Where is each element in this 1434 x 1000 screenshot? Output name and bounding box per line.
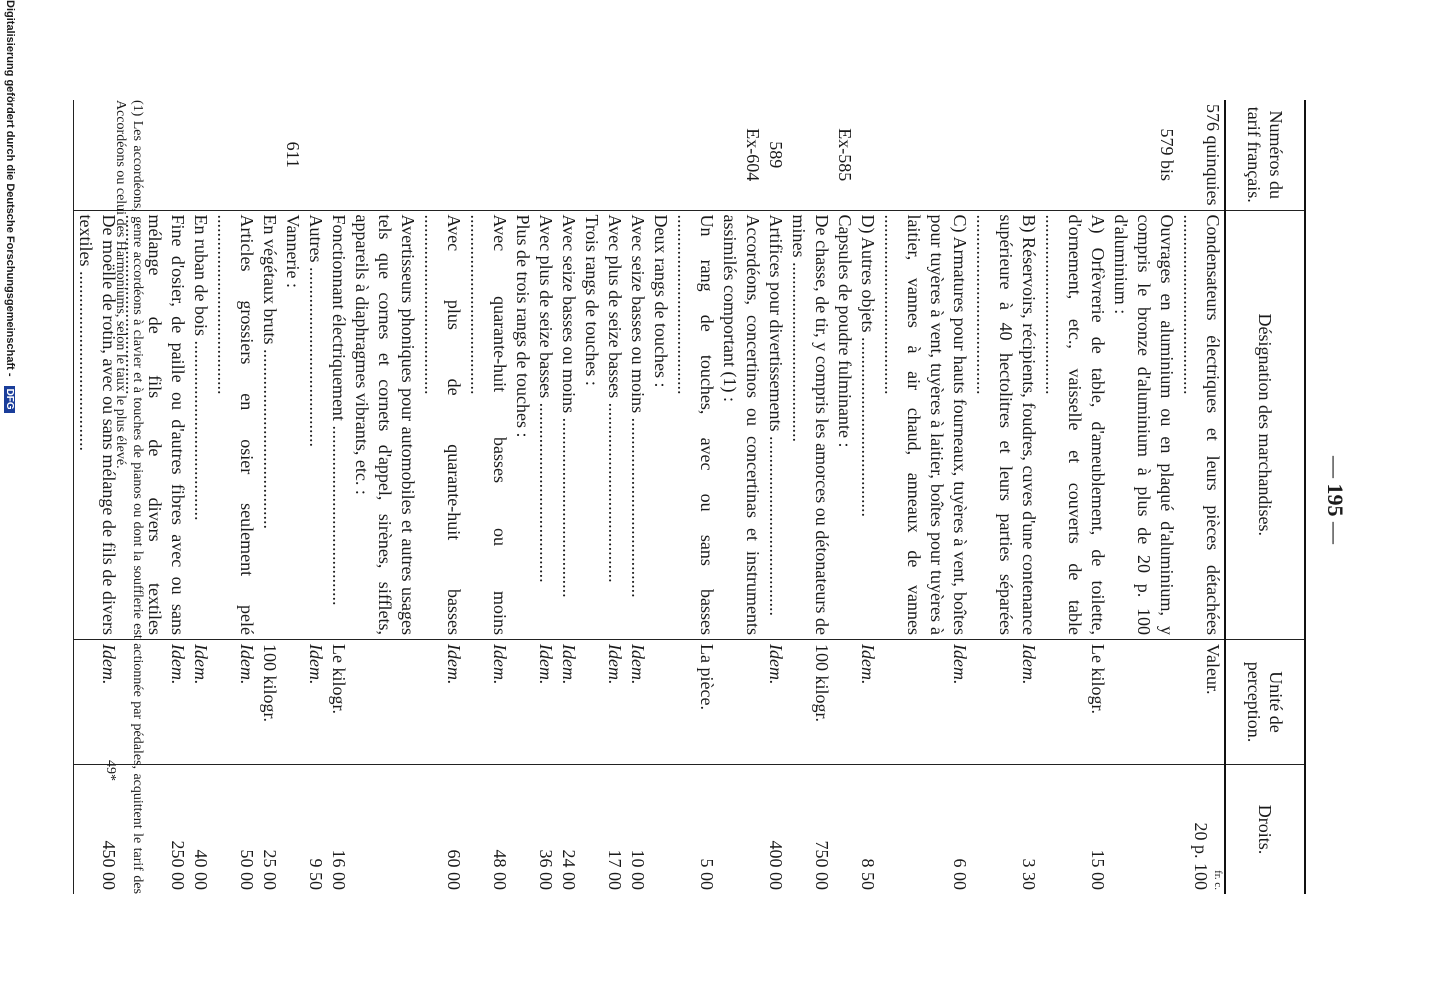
unit-cell: Valeur. [1178,639,1225,764]
unit-cell: La pièce. [672,639,718,764]
duty-cell: 5 00 [697,858,717,890]
tariff-number-cell [603,100,626,210]
designation-cell: Avec plus de quarante-huit basses ..... [419,210,465,639]
tariff-number-cell: 579 bis [1109,100,1178,210]
table-row [304,100,327,894]
table-row [856,100,879,894]
designation-cell: Capsules de poudre fulminante : [833,210,856,639]
unit-cell: Idem. [304,639,327,764]
designation-cell: Artifices pour divertissements ..... [764,210,787,639]
designation-cell: Avec quarante-huit basses ou moins ..... [465,210,511,639]
unit-cell [511,639,534,764]
designation-cell: Trois rangs de touches : [580,210,603,639]
currency-header [1212,769,1224,890]
tariff-number-cell: Ex-585 [833,100,856,210]
digitization-credit-text: Digitalisierung gefördert durch die Deutsche Forschungsgemeinschaft - [4,0,16,377]
tariff-number-cell [511,100,534,210]
designation-cell: De chasse, de tir, y compris les amorces ou détonateurs de mines ..... [787,210,833,639]
tariff-number-cell [189,100,212,210]
unit-cell [281,639,304,764]
unit-cell: Idem. [626,639,649,764]
duty-cell [833,764,856,894]
table-row [971,100,1040,894]
tariff-number-cell [212,100,258,210]
table-row [1178,100,1225,894]
designation-cell: En ruban de bois ..... [189,210,212,639]
designation-cell: Avec seize basses ou moins ..... [626,210,649,639]
table-row [212,100,258,894]
unit-cell: Idem. [120,639,189,764]
tariff-number-cell: 589 [764,100,787,210]
page-number [1322,0,1348,1000]
unit-cell [1109,639,1178,764]
duty-cell [1178,764,1225,894]
designation-cell: Avec seize basses ou moins ..... [557,210,580,639]
designation-cell: D) Autres objets ..... [856,210,879,639]
unit-cell: Idem. [764,639,787,764]
duty-cell [350,764,419,894]
designation-cell: Fine d'osier, de paille ou d'autres fibres avec ou sans mélange de fils de divers textiles ..... [120,210,189,639]
duty-cell: 25 00 [260,849,280,890]
footnote: (1) Les accordéons, genre accordéons à clavier et à touches de pianos ou dont la soufflerie est actionnée par pédales, acquittent le tarif des Accordéons ou celui des Harmoniums, selon le taux le plus élevé. [113,100,145,894]
tariff-number-cell [856,100,879,210]
table-row [672,100,718,894]
table-row [1109,100,1178,894]
duty-cell: 50 00 [237,849,257,890]
tariff-number-cell [787,100,833,210]
unit-cell: 100 kilogr. [258,639,281,764]
duty-cell [580,764,603,894]
table-row [419,100,465,894]
unit-cell: Idem. [74,639,121,764]
dfg-logo: DFG [4,386,15,413]
duty-cell [718,764,764,894]
duty-value: 20 p. 100 [1191,822,1211,890]
table-row [350,100,419,894]
table-row [603,100,626,894]
table-row [557,100,580,894]
tariff-number-cell [649,100,672,210]
designation-cell: Vannerie : [281,210,304,639]
table-row [626,100,649,894]
designation-cell: De moëlle de rotin, avec ou sans mélange de fils de divers textiles ..... [74,210,121,639]
table-row [580,100,603,894]
duty-cell: 400 00 [766,840,786,890]
tariff-number-cell [258,100,281,210]
table-row [465,100,511,894]
table-row [258,100,281,894]
page-number-value: 195 [1323,483,1348,517]
duty-cell: 24 00 [559,849,579,890]
tariff-number-cell [419,100,465,210]
unit-cell: Idem. [212,639,258,764]
unit-cell: Idem. [557,639,580,764]
table-row [833,100,856,894]
table-body [74,100,1226,894]
table-row [1040,100,1109,894]
duty-cell: 6 00 [950,858,970,890]
duty-cell: 48 00 [490,849,510,890]
designation-cell: Articles grossiers en osier seulement pelé ..... [212,210,258,639]
designation-cell: B) Réservoirs, récipients, foudres, cuves d'une contenance supérieure à 40 hectolitres et leurs parties séparées ..... [971,210,1040,639]
unit-cell [718,639,764,764]
duty-cell: 16 00 [329,849,349,890]
unit-cell: Idem. [603,639,626,764]
designation-cell: Autres ..... [304,210,327,639]
unit-cell: Idem. [465,639,511,764]
tariff-number-cell: 576 quinquies [1178,100,1225,210]
unit-cell: Idem. [879,639,971,764]
currency-c: c. [1212,882,1224,890]
designation-cell: Un rang de touches, avec ou sans basses ..... [672,210,718,639]
duty-cell [1109,764,1178,894]
table-row [511,100,534,894]
tariff-number-cell [327,100,350,210]
unit-cell: Le kilogr. [327,639,350,764]
designation-cell: Avec plus de seize basses ..... [603,210,626,639]
tariff-number-cell [672,100,718,210]
header-unit: Unité de perception. [1225,639,1305,764]
duty-cell: 9 50 [306,858,326,890]
designation-cell: Avertisseurs phoniques pour automobiles et autres usages tels que cornes et cornets d'appel, sirènes, sifflets, appareils à diaphragmes vibrants, etc. : [350,210,419,639]
duty-cell: 250 00 [168,840,188,890]
designation-cell: Fonctionnant électriquement ..... [327,210,350,639]
tariff-table [73,100,1306,894]
tariff-number-cell: 611 [281,100,304,210]
designation-cell: Avec plus de seize basses ..... [534,210,557,639]
duty-cell: 40 00 [191,849,211,890]
unit-cell: Idem. [419,639,465,764]
duty-cell: 750 00 [812,840,832,890]
unit-cell [833,639,856,764]
designation-cell: C) Armatures pour hauts fourneaux, tuyères à vent, boîtes pour tuyères à vent, tuyères à laitier, boîtes pour tuyères à laitier, vannes à air chaud, anneaux de vannes ..... [879,210,971,639]
table-row [764,100,787,894]
unit-cell: Le kilogr. [1040,639,1109,764]
page-number-dash-right: — [1323,522,1348,544]
unit-cell: Idem. [971,639,1040,764]
header-designation: Désignation des marchandises. [1225,210,1305,639]
duty-cell: 450 00 [74,764,121,894]
unit-cell: 100 kilogr. [787,639,833,764]
duty-cell [649,764,672,894]
duty-cell: 60 00 [444,849,464,890]
designation-cell: Plus de trois rangs de touches : [511,210,534,639]
designation-cell: Accordéons, concertinos ou concertinas et instruments assimilés comportant (1) : [718,210,764,639]
duty-cell: 10 00 [628,849,648,890]
unit-cell: Idem. [856,639,879,764]
table-row [534,100,557,894]
tariff-number-cell [580,100,603,210]
digitization-credit [4,0,16,1000]
duty-cell: 17 00 [605,849,625,890]
table-row [787,100,833,894]
designation-cell: Condensateurs électriques et leurs pièces détachées ..... [1178,210,1225,639]
page-number-dash-left: — [1323,456,1348,478]
designation-cell: Deux rangs de touches : [649,210,672,639]
tariff-number-cell [465,100,511,210]
table-row [718,100,764,894]
duty-cell [281,764,304,894]
duty-cell: 3 30 [1019,858,1039,890]
header-tariff-number: Numéros du tarif français. [1225,100,1305,210]
tariff-number-cell: Ex-604 [718,100,764,210]
duty-cell: 15 00 [1088,849,1108,890]
table-header-row [1225,100,1305,894]
tariff-number-cell [534,100,557,210]
tariff-number-cell [304,100,327,210]
table-row [649,100,672,894]
tariff-number-cell [350,100,419,210]
duty-cell: 36 00 [536,849,556,890]
currency-fr: fr. [1212,870,1224,880]
duty-cell [511,764,534,894]
tariff-number-cell [879,100,971,210]
tariff-number-cell [557,100,580,210]
tariff-number-cell [971,100,1040,210]
table-row [189,100,212,894]
unit-cell [580,639,603,764]
header-duties: Droits. [1225,764,1305,894]
tariff-number-cell [626,100,649,210]
table-row [327,100,350,894]
designation-cell: Ouvrages en aluminium ou en plaqué d'aluminium, y compris le bronze d'aluminium à plus de 20 p. 100 d'aluminium : [1109,210,1178,639]
tariff-number-cell [1040,100,1109,210]
unit-cell: Idem. [534,639,557,764]
designation-cell: A) Orfèvrerie de table, d'ameublement, de toilette, d'ornement, etc., vaisselle et couverts de table ..... [1040,210,1109,639]
duty-cell: 8 50 [858,858,878,890]
unit-cell [649,639,672,764]
unit-cell [350,639,419,764]
table-row [879,100,971,894]
unit-cell: Idem. [189,639,212,764]
signature-mark: 49* [103,760,118,781]
table-row [281,100,304,894]
designation-cell: En végétaux bruts ..... [258,210,281,639]
